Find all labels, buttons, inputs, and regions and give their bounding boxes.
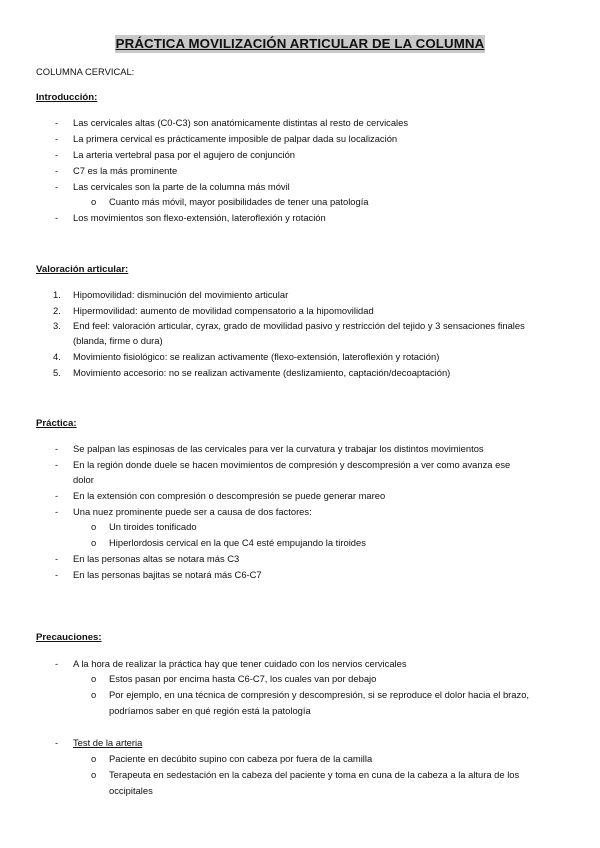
valoracion-item-3-cont: (blanda, firme o dura): [73, 335, 163, 346]
bullet-dash: -: [55, 506, 59, 517]
precauciones-subitem-3: Paciente en decúbito supino con cabeza por fuera de la camilla: [109, 753, 373, 764]
precauciones-subitem-4: Terapeuta en sedestación en la cabeza del paciente y toma en cuna de la cabeza a la altura de los: [109, 769, 520, 780]
bullet-circle: o: [91, 673, 97, 684]
bullet-dash: -: [55, 149, 59, 160]
precauciones-subitem-2-cont: podríamos saber en qué región está la patología: [109, 705, 311, 716]
bullet-dash: -: [55, 443, 59, 454]
intro-subitem-1: Cuanto más móvil, mayor posibilidades de tener una patología: [109, 196, 369, 207]
intro-item-5: Las cervicales son la parte de la columna más móvil: [73, 181, 290, 192]
intro-item-3: La arteria vertebral pasa por el agujero de conjunción: [73, 149, 296, 160]
practica-item-2-cont: dolor: [73, 474, 94, 485]
bullet-dash: -: [55, 165, 59, 176]
bullet-dash: -: [55, 490, 59, 501]
valoracion-item-1: Hipomovilidad: disminución del movimiento articular: [73, 289, 289, 300]
bullet-dash: -: [55, 737, 59, 748]
intro-item-1: Las cervicales altas (C0-C3) son anatómicamente distintas al resto de cervicales: [73, 117, 409, 128]
bullet-dash: -: [55, 133, 59, 144]
list-number: 2.: [53, 305, 61, 316]
bullet-circle: o: [91, 537, 97, 548]
intro-item-4: C7 es la más prominente: [73, 165, 178, 176]
bullet-dash: -: [55, 553, 59, 564]
bullet-dash: -: [55, 181, 59, 192]
valoracion-heading: Valoración articular:: [36, 264, 129, 275]
practica-item-2: En la región donde duele se hacen movimientos de compresión y descompresión a ver como avanza ese: [73, 459, 511, 470]
valoracion-item-4: Movimiento fisiológico: se realizan activamente (flexo-extensión, lateroflexión y rotación): [73, 351, 440, 362]
bullet-dash: -: [55, 569, 59, 580]
valoracion-item-3: End feel: valoración articular, cyrax, grado de movilidad pasivo y restricción del tejido y 3 sensaciones finales: [73, 320, 525, 331]
precauciones-subitem-2: Por ejemplo, en una técnica de compresión y descompresión, si se reproduce el dolor hacia el brazo,: [109, 689, 530, 700]
practica-item-4: Una nuez prominente puede ser a causa de dos factores:: [73, 506, 312, 517]
section-label: COLUMNA CERVICAL:: [36, 66, 135, 77]
list-number: 4.: [53, 351, 61, 362]
page-title: PRÁCTICA MOVILIZACIÓN ARTICULAR DE LA COLUMNA: [115, 36, 485, 51]
bullet-circle: o: [91, 196, 97, 207]
bullet-dash: -: [55, 212, 59, 223]
practica-item-1: Se palpan las espinosas de las cervicales para ver la curvatura y trabajar los distintos movimientos: [73, 443, 484, 454]
intro-item-6: Los movimientos son flexo-extensión, lateroflexión y rotación: [73, 212, 326, 223]
list-number: 5.: [53, 367, 61, 378]
intro-item-2: La primera cervical es prácticamente imposible de palpar dada su localización: [73, 133, 398, 144]
practica-subitem-2: Hiperlordosis cervical en la que C4 esté empujando la tiroides: [109, 537, 366, 548]
practica-item-5: En las personas altas se notara más C3: [73, 553, 240, 564]
precauciones-subitem-4-cont: occipitales: [109, 785, 153, 796]
precauciones-heading: Precauciones:: [36, 632, 102, 643]
bullet-circle: o: [91, 753, 97, 764]
bullet-circle: o: [91, 521, 97, 532]
valoracion-item-5: Movimiento accesorio: no se realizan activamente (deslizamiento, captación/decoaptación): [73, 367, 451, 378]
bullet-circle: o: [91, 689, 97, 700]
precauciones-subitem-1: Estos pasan por encima hasta C6-C7, los cuales van por debajo: [109, 673, 377, 684]
valoracion-item-2: Hipermovilidad: aumento de movilidad compensatorio a la hipomovilidad: [73, 305, 374, 316]
bullet-circle: o: [91, 769, 97, 780]
practica-item-3: En la extensión con compresión o descompresión se puede generar mareo: [73, 490, 386, 501]
practica-heading: Práctica:: [36, 418, 77, 429]
title-container: [0, 35, 600, 53]
practica-item-6: En las personas bajitas se notará más C6-C7: [73, 569, 262, 580]
list-number: 3.: [53, 320, 61, 331]
bullet-dash: -: [55, 117, 59, 128]
bullet-dash: -: [55, 459, 59, 470]
list-number: 1.: [53, 289, 61, 300]
practica-subitem-1: Un tiroides tonificado: [109, 521, 197, 532]
precauciones-item-1: A la hora de realizar la práctica hay que tener cuidado con los nervios cervicales: [73, 658, 407, 669]
precauciones-item-2: Test de la arteria: [73, 737, 143, 748]
bullet-dash: -: [55, 658, 59, 669]
intro-heading: Introducción:: [36, 92, 98, 103]
